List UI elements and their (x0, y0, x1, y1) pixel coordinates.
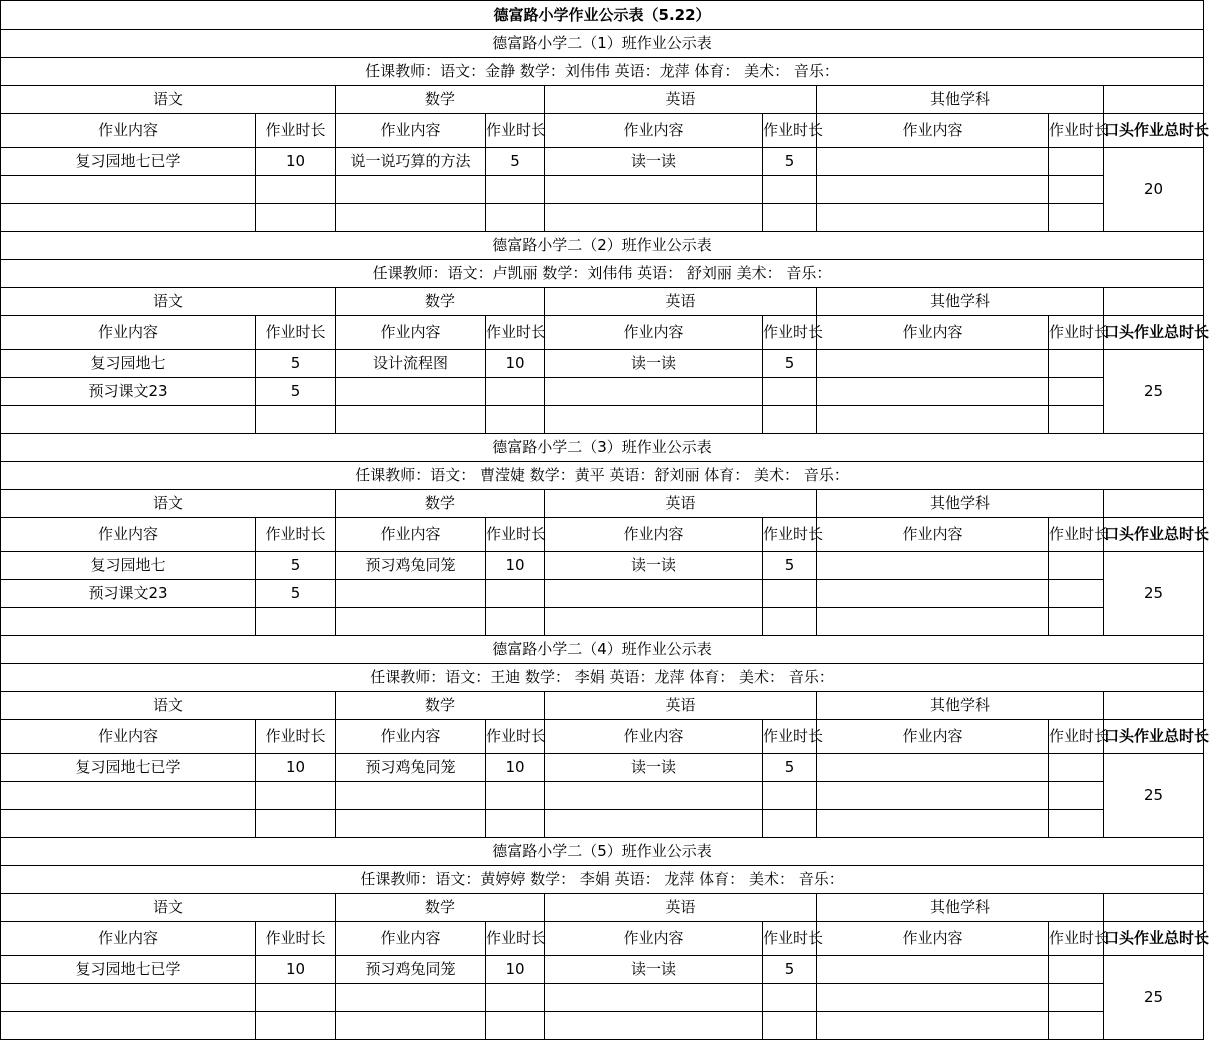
math-content-cell (336, 984, 486, 1012)
english-content-cell (545, 984, 763, 1012)
chinese-duration-cell (256, 406, 336, 434)
math-content-cell (336, 378, 486, 406)
subject-other-header: 其他学科 (817, 894, 1104, 922)
column-header-row (1, 316, 1204, 350)
math-content-cell (336, 406, 486, 434)
english-content-cell (545, 378, 763, 406)
other-duration-cell (1049, 204, 1104, 232)
subject-english-header: 英语 (545, 288, 817, 316)
oral-total-value: 25 (1104, 754, 1204, 838)
english-duration-cell (763, 1012, 817, 1040)
english-duration-cell (763, 984, 817, 1012)
subject-math-header: 数学 (336, 490, 545, 518)
other-duration-cell (1049, 984, 1104, 1012)
english-content-cell (545, 204, 763, 232)
chinese-content-cell: 复习园地七已学 (1, 956, 256, 984)
content-header: 作业内容 (336, 720, 486, 754)
class-title-row (1, 232, 1204, 260)
math-duration-cell: 10 (486, 754, 545, 782)
subject-chinese-header: 语文 (1, 692, 336, 720)
english-duration-cell (763, 580, 817, 608)
table-row (1, 406, 1204, 434)
english-content-cell (545, 176, 763, 204)
content-header: 作业内容 (817, 720, 1049, 754)
duration-header: 作业时长 (256, 518, 336, 552)
content-header: 作业内容 (336, 922, 486, 956)
table-row (1, 782, 1204, 810)
teachers-line: 任课教师：语文：卢凯丽 数学：刘伟伟 英语： 舒刘丽 美术： 音乐： (1, 260, 1204, 288)
duration-header: 作业时长 (1049, 922, 1104, 956)
table-row (1, 350, 1204, 378)
blank-header-cell (1104, 288, 1204, 316)
column-header-row (1, 114, 1204, 148)
content-header: 作业内容 (1, 316, 256, 350)
math-content-cell: 说一说巧算的方法 (336, 148, 486, 176)
chinese-content-cell: 复习园地七 (1, 552, 256, 580)
oral-total-header: 口头作业总时长 (1104, 720, 1204, 754)
english-content-cell: 读一读 (545, 350, 763, 378)
math-duration-cell (486, 406, 545, 434)
chinese-content-cell (1, 984, 256, 1012)
english-content-cell (545, 406, 763, 434)
other-duration-cell (1049, 148, 1104, 176)
content-header: 作业内容 (1, 720, 256, 754)
subject-math-header: 数学 (336, 894, 545, 922)
subject-chinese-header: 语文 (1, 86, 336, 114)
math-content-cell (336, 608, 486, 636)
content-header: 作业内容 (545, 316, 763, 350)
math-duration-cell (486, 204, 545, 232)
content-header: 作业内容 (545, 114, 763, 148)
content-header: 作业内容 (817, 316, 1049, 350)
content-header: 作业内容 (1, 922, 256, 956)
content-header: 作业内容 (336, 316, 486, 350)
other-duration-cell (1049, 956, 1104, 984)
subject-other-header: 其他学科 (817, 86, 1104, 114)
other-duration-cell (1049, 754, 1104, 782)
duration-header: 作业时长 (256, 316, 336, 350)
subject-header-row (1, 86, 1204, 114)
english-content-cell (545, 580, 763, 608)
duration-header: 作业时长 (763, 720, 817, 754)
chinese-content-cell (1, 1012, 256, 1040)
other-duration-cell (1049, 378, 1104, 406)
subject-header-row (1, 894, 1204, 922)
blank-header-cell (1104, 692, 1204, 720)
chinese-duration-cell: 5 (256, 378, 336, 406)
duration-header: 作业时长 (763, 518, 817, 552)
chinese-duration-cell (256, 810, 336, 838)
teachers-row (1, 866, 1204, 894)
other-content-cell (817, 782, 1049, 810)
content-header: 作业内容 (817, 114, 1049, 148)
teachers-row (1, 260, 1204, 288)
english-content-cell: 读一读 (545, 956, 763, 984)
duration-header: 作业时长 (256, 720, 336, 754)
other-duration-cell (1049, 406, 1104, 434)
math-content-cell: 预习鸡兔同笼 (336, 956, 486, 984)
math-content-cell: 设计流程图 (336, 350, 486, 378)
table-row (1, 378, 1204, 406)
content-header: 作业内容 (545, 922, 763, 956)
chinese-duration-cell (256, 782, 336, 810)
other-duration-cell (1049, 782, 1104, 810)
subject-chinese-header: 语文 (1, 894, 336, 922)
class-title-row (1, 838, 1204, 866)
blank-header-cell (1104, 894, 1204, 922)
teachers-row (1, 462, 1204, 490)
math-duration-cell: 10 (486, 552, 545, 580)
math-content-cell: 预习鸡兔同笼 (336, 754, 486, 782)
math-content-cell (336, 810, 486, 838)
english-duration-cell (763, 378, 817, 406)
table-row (1, 956, 1204, 984)
table-row (1, 1012, 1204, 1040)
math-content-cell (336, 204, 486, 232)
english-duration-cell: 5 (763, 956, 817, 984)
duration-header: 作业时长 (763, 922, 817, 956)
duration-header: 作业时长 (486, 922, 545, 956)
math-duration-cell (486, 608, 545, 636)
subject-english-header: 英语 (545, 894, 817, 922)
teachers-line: 任课教师：语文：黄婷婷 数学： 李娟 英语： 龙萍 体育： 美术： 音乐： (1, 866, 1204, 894)
page-title: 德富路小学作业公示表（5.22） (1, 1, 1204, 30)
other-duration-cell (1049, 552, 1104, 580)
content-header: 作业内容 (817, 518, 1049, 552)
other-content-cell (817, 552, 1049, 580)
subject-header-row (1, 490, 1204, 518)
duration-header: 作业时长 (486, 316, 545, 350)
math-duration-cell (486, 580, 545, 608)
subject-math-header: 数学 (336, 692, 545, 720)
class-title: 德富路小学二（1）班作业公示表 (1, 30, 1204, 58)
table-row (1, 552, 1204, 580)
subject-other-header: 其他学科 (817, 490, 1104, 518)
table-row (1, 608, 1204, 636)
teachers-line: 任课教师：语文： 曹滢婕 数学：黄平 英语：舒刘丽 体育： 美术： 音乐： (1, 462, 1204, 490)
english-content-cell: 读一读 (545, 148, 763, 176)
oral-total-value: 25 (1104, 956, 1204, 1040)
oral-total-value: 25 (1104, 552, 1204, 636)
english-duration-cell (763, 608, 817, 636)
chinese-duration-cell: 10 (256, 754, 336, 782)
table-row (1, 580, 1204, 608)
other-content-cell (817, 810, 1049, 838)
content-header: 作业内容 (545, 518, 763, 552)
duration-header: 作业时长 (486, 114, 545, 148)
chinese-duration-cell (256, 1012, 336, 1040)
oral-total-header: 口头作业总时长 (1104, 518, 1204, 552)
english-content-cell (545, 1012, 763, 1040)
chinese-content-cell (1, 406, 256, 434)
oral-total-value: 25 (1104, 350, 1204, 434)
english-content-cell: 读一读 (545, 552, 763, 580)
other-content-cell (817, 148, 1049, 176)
duration-header: 作业时长 (1049, 114, 1104, 148)
teachers-row (1, 664, 1204, 692)
subject-header-row (1, 692, 1204, 720)
chinese-content-cell: 复习园地七 (1, 350, 256, 378)
column-header-row (1, 720, 1204, 754)
math-duration-cell: 5 (486, 148, 545, 176)
chinese-duration-cell (256, 176, 336, 204)
other-content-cell (817, 176, 1049, 204)
english-duration-cell (763, 810, 817, 838)
math-duration-cell (486, 176, 545, 204)
subject-english-header: 英语 (545, 86, 817, 114)
english-duration-cell (763, 204, 817, 232)
duration-header: 作业时长 (486, 720, 545, 754)
content-header: 作业内容 (336, 518, 486, 552)
math-content-cell: 预习鸡兔同笼 (336, 552, 486, 580)
math-duration-cell (486, 810, 545, 838)
content-header: 作业内容 (545, 720, 763, 754)
chinese-content-cell (1, 810, 256, 838)
other-duration-cell (1049, 1012, 1104, 1040)
english-duration-cell (763, 782, 817, 810)
table-row (1, 754, 1204, 782)
other-content-cell (817, 754, 1049, 782)
duration-header: 作业时长 (256, 114, 336, 148)
math-duration-cell: 10 (486, 350, 545, 378)
english-duration-cell (763, 176, 817, 204)
table-row (1, 148, 1204, 176)
subject-chinese-header: 语文 (1, 288, 336, 316)
content-header: 作业内容 (1, 114, 256, 148)
content-header: 作业内容 (336, 114, 486, 148)
math-duration-cell (486, 1012, 545, 1040)
table-row (1, 176, 1204, 204)
math-content-cell (336, 782, 486, 810)
teachers-line: 任课教师：语文：王迪 数学： 李娟 英语：龙萍 体育： 美术： 音乐： (1, 664, 1204, 692)
chinese-duration-cell: 5 (256, 552, 336, 580)
english-duration-cell: 5 (763, 754, 817, 782)
other-content-cell (817, 956, 1049, 984)
chinese-duration-cell (256, 608, 336, 636)
class-title: 德富路小学二（5）班作业公示表 (1, 838, 1204, 866)
other-content-cell (817, 984, 1049, 1012)
other-duration-cell (1049, 810, 1104, 838)
blank-header-cell (1104, 86, 1204, 114)
class-title-row (1, 434, 1204, 462)
class-title: 德富路小学二（3）班作业公示表 (1, 434, 1204, 462)
chinese-content-cell: 预习课文23 (1, 378, 256, 406)
chinese-content-cell: 复习园地七已学 (1, 754, 256, 782)
chinese-duration-cell (256, 204, 336, 232)
chinese-duration-cell: 5 (256, 580, 336, 608)
english-content-cell: 读一读 (545, 754, 763, 782)
math-content-cell (336, 176, 486, 204)
subject-chinese-header: 语文 (1, 490, 336, 518)
duration-header: 作业时长 (1049, 316, 1104, 350)
english-duration-cell: 5 (763, 148, 817, 176)
math-duration-cell: 10 (486, 956, 545, 984)
math-duration-cell (486, 782, 545, 810)
class-title: 德富路小学二（4）班作业公示表 (1, 636, 1204, 664)
subject-math-header: 数学 (336, 288, 545, 316)
other-content-cell (817, 350, 1049, 378)
table-row (1, 810, 1204, 838)
math-content-cell (336, 580, 486, 608)
column-header-row (1, 518, 1204, 552)
other-duration-cell (1049, 608, 1104, 636)
math-content-cell (336, 1012, 486, 1040)
english-content-cell (545, 810, 763, 838)
other-content-cell (817, 580, 1049, 608)
table-row (1, 204, 1204, 232)
math-duration-cell (486, 984, 545, 1012)
oral-total-header: 口头作业总时长 (1104, 114, 1204, 148)
chinese-content-cell: 复习园地七已学 (1, 148, 256, 176)
english-content-cell (545, 782, 763, 810)
duration-header: 作业时长 (763, 114, 817, 148)
content-header: 作业内容 (817, 922, 1049, 956)
chinese-duration-cell: 5 (256, 350, 336, 378)
chinese-duration-cell: 10 (256, 956, 336, 984)
english-content-cell (545, 608, 763, 636)
chinese-content-cell (1, 204, 256, 232)
other-content-cell (817, 204, 1049, 232)
other-duration-cell (1049, 176, 1104, 204)
class-title: 德富路小学二（2）班作业公示表 (1, 232, 1204, 260)
chinese-content-cell (1, 608, 256, 636)
english-duration-cell: 5 (763, 350, 817, 378)
subject-english-header: 英语 (545, 490, 817, 518)
blank-header-cell (1104, 490, 1204, 518)
class-title-row (1, 636, 1204, 664)
subject-other-header: 其他学科 (817, 288, 1104, 316)
oral-total-header: 口头作业总时长 (1104, 316, 1204, 350)
table-row (1, 984, 1204, 1012)
chinese-content-cell: 预习课文23 (1, 580, 256, 608)
subject-english-header: 英语 (545, 692, 817, 720)
other-content-cell (817, 608, 1049, 636)
math-duration-cell (486, 378, 545, 406)
duration-header: 作业时长 (486, 518, 545, 552)
other-content-cell (817, 1012, 1049, 1040)
column-header-row (1, 922, 1204, 956)
chinese-duration-cell: 10 (256, 148, 336, 176)
duration-header: 作业时长 (1049, 518, 1104, 552)
duration-header: 作业时长 (1049, 720, 1104, 754)
chinese-content-cell (1, 782, 256, 810)
other-duration-cell (1049, 580, 1104, 608)
english-duration-cell (763, 406, 817, 434)
subject-header-row (1, 288, 1204, 316)
chinese-content-cell (1, 176, 256, 204)
oral-total-value: 20 (1104, 148, 1204, 232)
duration-header: 作业时长 (763, 316, 817, 350)
other-content-cell (817, 406, 1049, 434)
other-duration-cell (1049, 350, 1104, 378)
teachers-line: 任课教师：语文：金静 数学：刘伟伟 英语：龙萍 体育： 美术： 音乐： (1, 58, 1204, 86)
content-header: 作业内容 (1, 518, 256, 552)
subject-other-header: 其他学科 (817, 692, 1104, 720)
english-duration-cell: 5 (763, 552, 817, 580)
subject-math-header: 数学 (336, 86, 545, 114)
class-title-row (1, 30, 1204, 58)
teachers-row (1, 58, 1204, 86)
duration-header: 作业时长 (256, 922, 336, 956)
other-content-cell (817, 378, 1049, 406)
chinese-duration-cell (256, 984, 336, 1012)
oral-total-header: 口头作业总时长 (1104, 922, 1204, 956)
